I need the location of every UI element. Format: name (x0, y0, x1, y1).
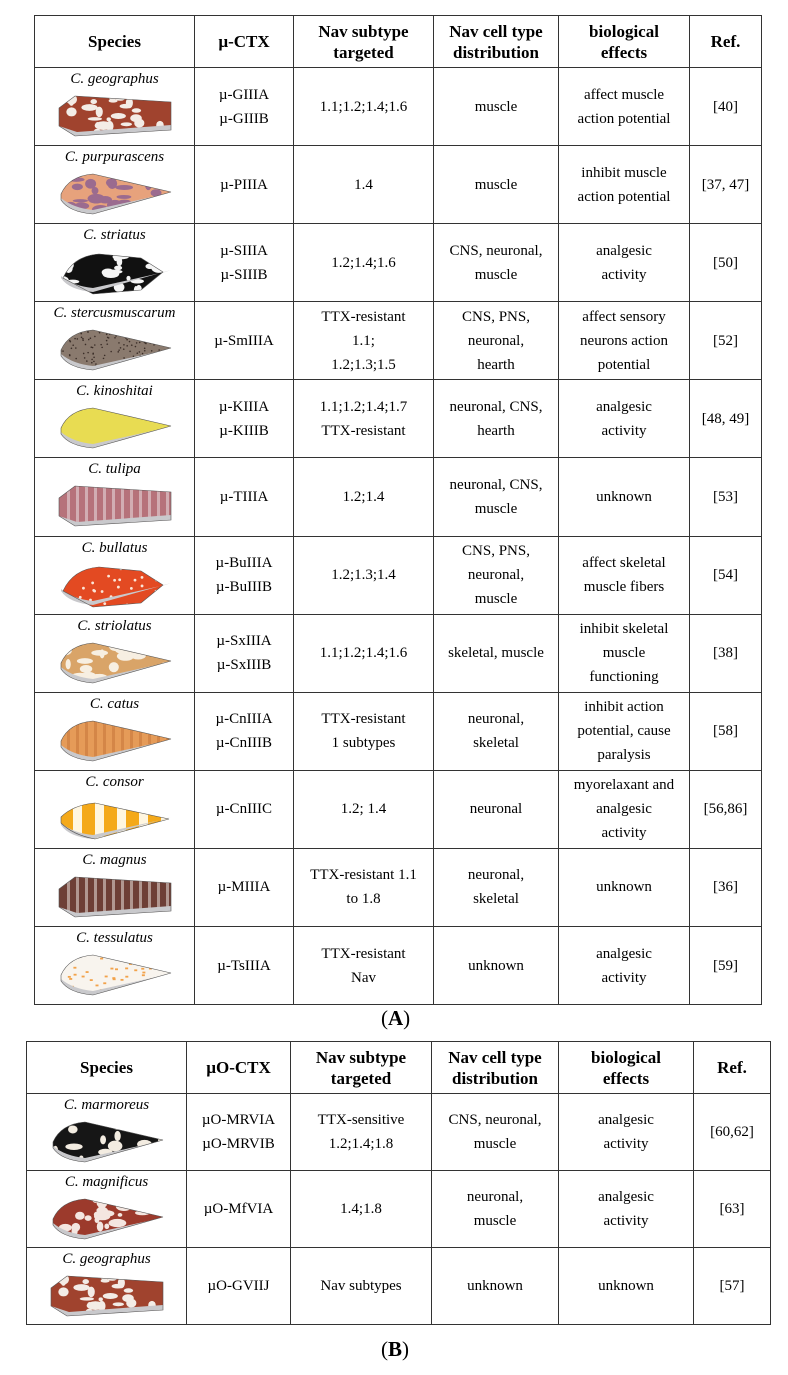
table-row (35, 68, 762, 146)
cell-type-cell: neuronal, CNS, muscle (434, 458, 559, 536)
effects-cell: analgesic activity (559, 380, 690, 458)
cell-type-cell: CNS, neuronal, muscle (434, 224, 559, 302)
species-cell (27, 1248, 187, 1325)
species-cell (35, 848, 195, 926)
effects-cell: analgesic activity (559, 224, 690, 302)
header-subtype: Nav subtype targeted (291, 1042, 432, 1094)
table-b-header-row (27, 1042, 771, 1094)
header-species: Species (35, 16, 195, 68)
species-name: C. consor (85, 773, 144, 790)
cell-type-cell: neuronal, CNS, hearth (434, 380, 559, 458)
subtype-cell: 1.4;1.8 (291, 1171, 432, 1248)
ctx-cell: µO-MRVIA µO-MRVIB (187, 1094, 291, 1171)
caption-a: (A) (381, 1006, 411, 1030)
table-row (35, 458, 762, 536)
header-ctx: µO-CTX (187, 1042, 291, 1094)
shell-illustration (53, 482, 177, 532)
table-row (35, 536, 762, 614)
cell-type-cell: neuronal, skeletal (434, 848, 559, 926)
effects-cell: inhibit skeletal muscle functioning (559, 614, 690, 692)
cell-type-cell: unknown (434, 927, 559, 1005)
header-ctx: µ-CTX (195, 16, 294, 68)
caption-b: (B) (381, 1337, 410, 1361)
shell-illustration (53, 873, 177, 923)
ctx-cell: µ-SxIIIA µ-SxIIIB (195, 614, 294, 692)
shell-illustration (53, 326, 177, 376)
ref-cell: [38] (690, 614, 762, 692)
species-name: C. magnus (82, 851, 147, 868)
cell-type-cell: neuronal, muscle (432, 1171, 559, 1248)
ctx-cell: µ-CnIIIC (195, 770, 294, 848)
ctx-cell: µ-MIIIA (195, 848, 294, 926)
table-row (35, 848, 762, 926)
table-row (27, 1094, 771, 1171)
table-row (27, 1248, 771, 1325)
species-cell (35, 927, 195, 1005)
effects-cell: affect muscle action potential (559, 68, 690, 146)
subtype-cell: 1.4 (294, 146, 434, 224)
ref-cell: [48, 49] (690, 380, 762, 458)
table-row (35, 692, 762, 770)
species-cell (27, 1171, 187, 1248)
ctx-cell: µ-CnIIIA µ-CnIIIB (195, 692, 294, 770)
table-a (34, 15, 762, 1005)
species-name: C. stercusmuscarum (53, 305, 176, 322)
ctx-cell: µO-GVIIJ (187, 1248, 291, 1325)
species-name: C. striatus (83, 227, 146, 244)
cell-type-cell: muscle (434, 68, 559, 146)
species-name: C. tulipa (88, 461, 141, 478)
species-name: C. marmoreus (63, 1097, 150, 1113)
header-species: Species (27, 1042, 187, 1094)
header-ref: Ref. (694, 1042, 771, 1094)
species-cell (35, 224, 195, 302)
species-name: C. geographus (62, 1251, 151, 1267)
effects-cell: inhibit action potential, cause paralysis (559, 692, 690, 770)
ctx-cell: µ-SmIIIA (195, 302, 294, 380)
shell-illustration (53, 951, 177, 1001)
effects-cell: analgesic activity (559, 1094, 694, 1171)
species-name: C. catus (89, 695, 140, 712)
table-row (35, 224, 762, 302)
effects-cell: unknown (559, 458, 690, 536)
ref-cell: [60,62] (694, 1094, 771, 1171)
species-cell (35, 302, 195, 380)
header-cell-type: Nav cell type distribution (434, 16, 559, 68)
table-row (35, 380, 762, 458)
table-b (26, 1041, 771, 1325)
species-cell (27, 1094, 187, 1171)
subtype-cell: 1.2;1.4 (294, 458, 434, 536)
header-effects: biological effects (559, 1042, 694, 1094)
cell-type-cell: skeletal, muscle (434, 614, 559, 692)
effects-cell: analgesic activity (559, 927, 690, 1005)
species-cell (35, 458, 195, 536)
subtype-cell: 1.1;1.2;1.4;1.6 (294, 68, 434, 146)
ctx-cell: µ-TsIIIA (195, 927, 294, 1005)
ctx-cell: µ-GIIIA µ-GIIIB (195, 68, 294, 146)
subtype-cell: TTX-resistant 1 subtypes (294, 692, 434, 770)
species-cell (35, 614, 195, 692)
cell-type-cell: CNS, PNS, neuronal, hearth (434, 302, 559, 380)
effects-cell: affect skeletal muscle fibers (559, 536, 690, 614)
table-row (35, 927, 762, 1005)
shell-illustration (45, 1272, 169, 1322)
cell-type-cell: CNS, PNS, neuronal, muscle (434, 536, 559, 614)
table-row (35, 146, 762, 224)
ref-cell: [37, 47] (690, 146, 762, 224)
header-effects: biological effects (559, 16, 690, 68)
header-ref: Ref. (690, 16, 762, 68)
species-name: C. bullatus (81, 539, 148, 556)
ctx-cell: µ-KIIIA µ-KIIIB (195, 380, 294, 458)
table-row (35, 614, 762, 692)
table-row (27, 1171, 771, 1248)
ref-cell: [59] (690, 927, 762, 1005)
ctx-cell: µ-TIIIA (195, 458, 294, 536)
species-name: C. purpurascens (64, 149, 165, 166)
table-row (35, 770, 762, 848)
ref-cell: [57] (694, 1248, 771, 1325)
ref-cell: [63] (694, 1171, 771, 1248)
table-a-header-row (35, 16, 762, 68)
subtype-cell: 1.1;1.2;1.4;1.7 TTX-resistant (294, 380, 434, 458)
species-name: C. geographus (70, 71, 159, 87)
ref-cell: [56,86] (690, 770, 762, 848)
ref-cell: [50] (690, 224, 762, 302)
ref-cell: [58] (690, 692, 762, 770)
subtype-cell: 1.2;1.4;1.6 (294, 224, 434, 302)
ctx-cell: µ-SIIIA µ-SIIIB (195, 224, 294, 302)
ctx-cell: µ-BuIIIA µ-BuIIIB (195, 536, 294, 614)
effects-cell: affect sensory neurons action potential (559, 302, 690, 380)
subtype-cell: TTX-resistant 1.1 to 1.8 (294, 848, 434, 926)
species-name: C. magnificus (64, 1174, 149, 1190)
effects-cell: inhibit muscle action potential (559, 146, 690, 224)
shell-illustration (53, 404, 177, 454)
shell-illustration (53, 795, 177, 845)
species-cell (35, 770, 195, 848)
cell-type-cell: neuronal, skeletal (434, 692, 559, 770)
table-row (35, 302, 762, 380)
shell-illustration (45, 1118, 169, 1168)
species-name: C. kinoshitai (76, 383, 153, 400)
shell-illustration (53, 717, 177, 767)
subtype-cell: Nav subtypes (291, 1248, 432, 1325)
cell-type-cell: muscle (434, 146, 559, 224)
cell-type-cell: unknown (432, 1248, 559, 1325)
cell-type-cell: neuronal (434, 770, 559, 848)
subtype-cell: 1.2;1.3;1.4 (294, 536, 434, 614)
species-cell (35, 536, 195, 614)
species-cell (35, 146, 195, 224)
shell-illustration (53, 170, 177, 220)
header-cell-type: Nav cell type distribution (432, 1042, 559, 1094)
subtype-cell: TTX-resistant Nav (294, 927, 434, 1005)
species-name: C. tessulatus (76, 930, 153, 947)
effects-cell: myorelaxant and analgesic activity (559, 770, 690, 848)
species-cell (35, 692, 195, 770)
effects-cell: unknown (559, 1248, 694, 1325)
subtype-cell: TTX-resistant 1.1; 1.2;1.3;1.5 (294, 302, 434, 380)
cell-type-cell: CNS, neuronal, muscle (432, 1094, 559, 1171)
ref-cell: [53] (690, 458, 762, 536)
ctx-cell: µO-MfVIA (187, 1171, 291, 1248)
effects-cell: analgesic activity (559, 1171, 694, 1248)
effects-cell: unknown (559, 848, 690, 926)
species-cell (35, 380, 195, 458)
subtype-cell: 1.2; 1.4 (294, 770, 434, 848)
species-cell (35, 68, 195, 146)
ref-cell: [36] (690, 848, 762, 926)
subtype-cell: 1.1;1.2;1.4;1.6 (294, 614, 434, 692)
ref-cell: [52] (690, 302, 762, 380)
species-name: C. striolatus (77, 617, 152, 634)
header-subtype: Nav subtype targeted (294, 16, 434, 68)
shell-illustration (45, 1195, 169, 1245)
subtype-cell: TTX-sensitive 1.2;1.4;1.8 (291, 1094, 432, 1171)
shell-illustration (53, 92, 177, 142)
shell-illustration (53, 561, 177, 611)
shell-illustration (53, 248, 177, 298)
shell-illustration (53, 639, 177, 689)
ref-cell: [54] (690, 536, 762, 614)
ctx-cell: µ-PIIIA (195, 146, 294, 224)
ref-cell: [40] (690, 68, 762, 146)
